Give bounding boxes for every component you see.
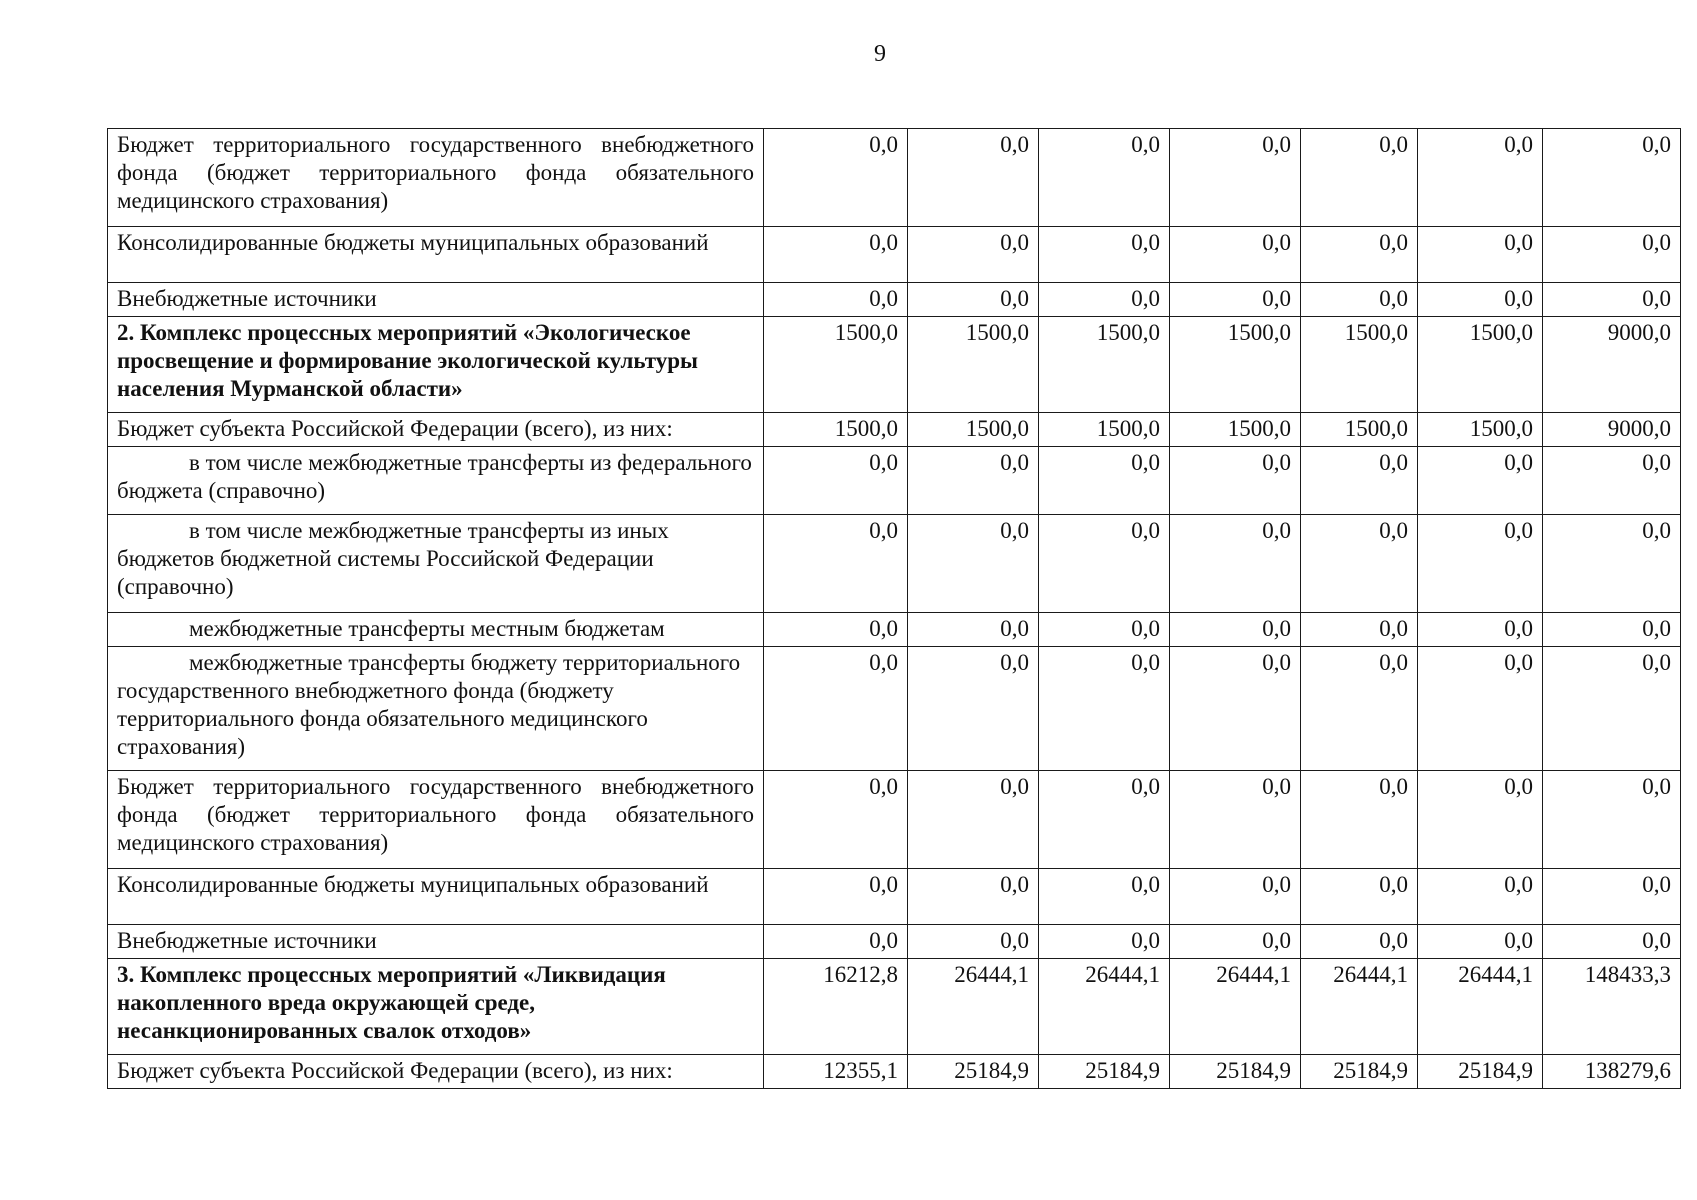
total-cell: 9000,0 xyxy=(1543,413,1681,447)
value-cell: 0,0 xyxy=(1039,227,1170,283)
value-cell: 0,0 xyxy=(1170,283,1301,317)
table-row xyxy=(108,317,1681,413)
value-cell: 0,0 xyxy=(1418,515,1543,613)
value-cell: 1500,0 xyxy=(1170,413,1301,447)
value-cell: 12355,1 xyxy=(764,1055,908,1089)
row-label: Консолидированные бюджеты муниципальных образований xyxy=(108,227,764,283)
value-cell: 0,0 xyxy=(1301,515,1418,613)
value-cell: 0,0 xyxy=(764,283,908,317)
total-cell: 0,0 xyxy=(1543,227,1681,283)
value-cell: 26444,1 xyxy=(1301,959,1418,1055)
row-label: Консолидированные бюджеты муниципальных образований xyxy=(108,869,764,925)
value-cell: 1500,0 xyxy=(1039,413,1170,447)
row-label: межбюджетные трансферты местным бюджетам xyxy=(108,613,764,647)
value-cell: 0,0 xyxy=(1170,647,1301,771)
total-cell: 0,0 xyxy=(1543,447,1681,515)
value-cell: 26444,1 xyxy=(1039,959,1170,1055)
total-cell: 9000,0 xyxy=(1543,317,1681,413)
value-cell: 25184,9 xyxy=(1039,1055,1170,1089)
value-cell: 26444,1 xyxy=(1418,959,1543,1055)
row-label: в том числе межбюджетные трансферты из иных бюджетов бюджетной системы Российской Федерации (справочно) xyxy=(108,515,764,613)
value-cell: 0,0 xyxy=(1039,613,1170,647)
total-cell: 138279,6 xyxy=(1543,1055,1681,1089)
value-cell: 0,0 xyxy=(908,925,1039,959)
value-cell: 0,0 xyxy=(1170,129,1301,227)
value-cell: 0,0 xyxy=(1301,869,1418,925)
value-cell: 0,0 xyxy=(1418,227,1543,283)
value-cell: 0,0 xyxy=(1418,447,1543,515)
value-cell: 0,0 xyxy=(1039,647,1170,771)
table-row xyxy=(108,227,1681,283)
total-cell: 0,0 xyxy=(1543,647,1681,771)
value-cell: 25184,9 xyxy=(1301,1055,1418,1089)
total-cell: 0,0 xyxy=(1543,613,1681,647)
value-cell: 0,0 xyxy=(908,647,1039,771)
table-row xyxy=(108,925,1681,959)
value-cell: 0,0 xyxy=(1170,447,1301,515)
total-cell: 0,0 xyxy=(1543,771,1681,869)
value-cell: 0,0 xyxy=(1301,227,1418,283)
value-cell: 16212,8 xyxy=(764,959,908,1055)
value-cell: 1500,0 xyxy=(1301,317,1418,413)
value-cell: 0,0 xyxy=(1039,771,1170,869)
row-label: Бюджет территориального государственного внебюджетного фонда (бюджет территориального фонда обязательного медицинского страхования) xyxy=(108,771,764,869)
table-row xyxy=(108,1055,1681,1089)
value-cell: 25184,9 xyxy=(1170,1055,1301,1089)
total-cell: 0,0 xyxy=(1543,869,1681,925)
value-cell: 0,0 xyxy=(764,515,908,613)
value-cell: 0,0 xyxy=(764,129,908,227)
table-row xyxy=(108,959,1681,1055)
table-row xyxy=(108,613,1681,647)
value-cell: 0,0 xyxy=(1301,925,1418,959)
section-title: 2. Комплекс процессных мероприятий «Экологическое просвещение и формирование экологической культуры населения Мурманской области» xyxy=(108,317,764,413)
value-cell: 0,0 xyxy=(764,227,908,283)
table-row xyxy=(108,515,1681,613)
value-cell: 0,0 xyxy=(764,647,908,771)
value-cell: 0,0 xyxy=(1301,647,1418,771)
value-cell: 0,0 xyxy=(764,869,908,925)
value-cell: 0,0 xyxy=(1418,647,1543,771)
value-cell: 0,0 xyxy=(1170,227,1301,283)
row-label: Бюджет субъекта Российской Федерации (всего), из них: xyxy=(108,1055,764,1089)
table-row xyxy=(108,647,1681,771)
value-cell: 0,0 xyxy=(908,771,1039,869)
total-cell: 0,0 xyxy=(1543,515,1681,613)
row-label: в том числе межбюджетные трансферты из федерального бюджета (справочно) xyxy=(108,447,764,515)
value-cell: 1500,0 xyxy=(1301,413,1418,447)
value-cell: 0,0 xyxy=(1301,771,1418,869)
value-cell: 0,0 xyxy=(1301,447,1418,515)
value-cell: 0,0 xyxy=(908,869,1039,925)
value-cell: 26444,1 xyxy=(1170,959,1301,1055)
value-cell: 0,0 xyxy=(1418,869,1543,925)
value-cell: 1500,0 xyxy=(1418,413,1543,447)
value-cell: 0,0 xyxy=(764,447,908,515)
value-cell: 0,0 xyxy=(1170,613,1301,647)
value-cell: 0,0 xyxy=(1418,925,1543,959)
value-cell: 0,0 xyxy=(1039,869,1170,925)
section-title: 3. Комплекс процессных мероприятий «Ликвидация накопленного вреда окружающей среде, несанкционированных свалок отходов» xyxy=(108,959,764,1055)
value-cell: 0,0 xyxy=(1170,771,1301,869)
row-label: Внебюджетные источники xyxy=(108,283,764,317)
value-cell: 0,0 xyxy=(1039,515,1170,613)
value-cell: 0,0 xyxy=(1301,129,1418,227)
value-cell: 1500,0 xyxy=(908,317,1039,413)
value-cell: 0,0 xyxy=(908,129,1039,227)
page-number: 9 xyxy=(874,41,886,67)
value-cell: 0,0 xyxy=(908,515,1039,613)
value-cell: 1500,0 xyxy=(1418,317,1543,413)
total-cell: 0,0 xyxy=(1543,129,1681,227)
value-cell: 0,0 xyxy=(1039,283,1170,317)
table-row xyxy=(108,771,1681,869)
row-label: межбюджетные трансферты бюджету территориального государственного внебюджетного фонда (бюджету территориального фонда обязательного медицинского страхования) xyxy=(108,647,764,771)
value-cell: 0,0 xyxy=(1418,129,1543,227)
value-cell: 0,0 xyxy=(1170,515,1301,613)
value-cell: 1500,0 xyxy=(764,413,908,447)
table-row xyxy=(108,413,1681,447)
value-cell: 0,0 xyxy=(1039,925,1170,959)
value-cell: 0,0 xyxy=(1301,283,1418,317)
value-cell: 25184,9 xyxy=(1418,1055,1543,1089)
value-cell: 0,0 xyxy=(908,447,1039,515)
table-row xyxy=(108,447,1681,515)
value-cell: 1500,0 xyxy=(1039,317,1170,413)
value-cell: 25184,9 xyxy=(908,1055,1039,1089)
total-cell: 148433,3 xyxy=(1543,959,1681,1055)
value-cell: 0,0 xyxy=(1039,447,1170,515)
budget-table xyxy=(107,128,1681,1089)
value-cell: 0,0 xyxy=(1170,925,1301,959)
total-cell: 0,0 xyxy=(1543,925,1681,959)
value-cell: 1500,0 xyxy=(764,317,908,413)
value-cell: 0,0 xyxy=(1418,613,1543,647)
value-cell: 0,0 xyxy=(1039,129,1170,227)
table-row xyxy=(108,129,1681,227)
value-cell: 0,0 xyxy=(908,613,1039,647)
value-cell: 0,0 xyxy=(764,771,908,869)
value-cell: 0,0 xyxy=(764,613,908,647)
value-cell: 26444,1 xyxy=(908,959,1039,1055)
row-label: Бюджет субъекта Российской Федерации (всего), из них: xyxy=(108,413,764,447)
value-cell: 1500,0 xyxy=(908,413,1039,447)
value-cell: 0,0 xyxy=(908,283,1039,317)
value-cell: 0,0 xyxy=(764,925,908,959)
value-cell: 0,0 xyxy=(1170,869,1301,925)
total-cell: 0,0 xyxy=(1543,283,1681,317)
table-row xyxy=(108,283,1681,317)
value-cell: 0,0 xyxy=(1418,771,1543,869)
value-cell: 1500,0 xyxy=(1170,317,1301,413)
table-row xyxy=(108,869,1681,925)
row-label: Бюджет территориального государственного внебюджетного фонда (бюджет территориального фонда обязательного медицинского страхования) xyxy=(108,129,764,227)
row-label: Внебюджетные источники xyxy=(108,925,764,959)
value-cell: 0,0 xyxy=(1418,283,1543,317)
value-cell: 0,0 xyxy=(908,227,1039,283)
value-cell: 0,0 xyxy=(1301,613,1418,647)
